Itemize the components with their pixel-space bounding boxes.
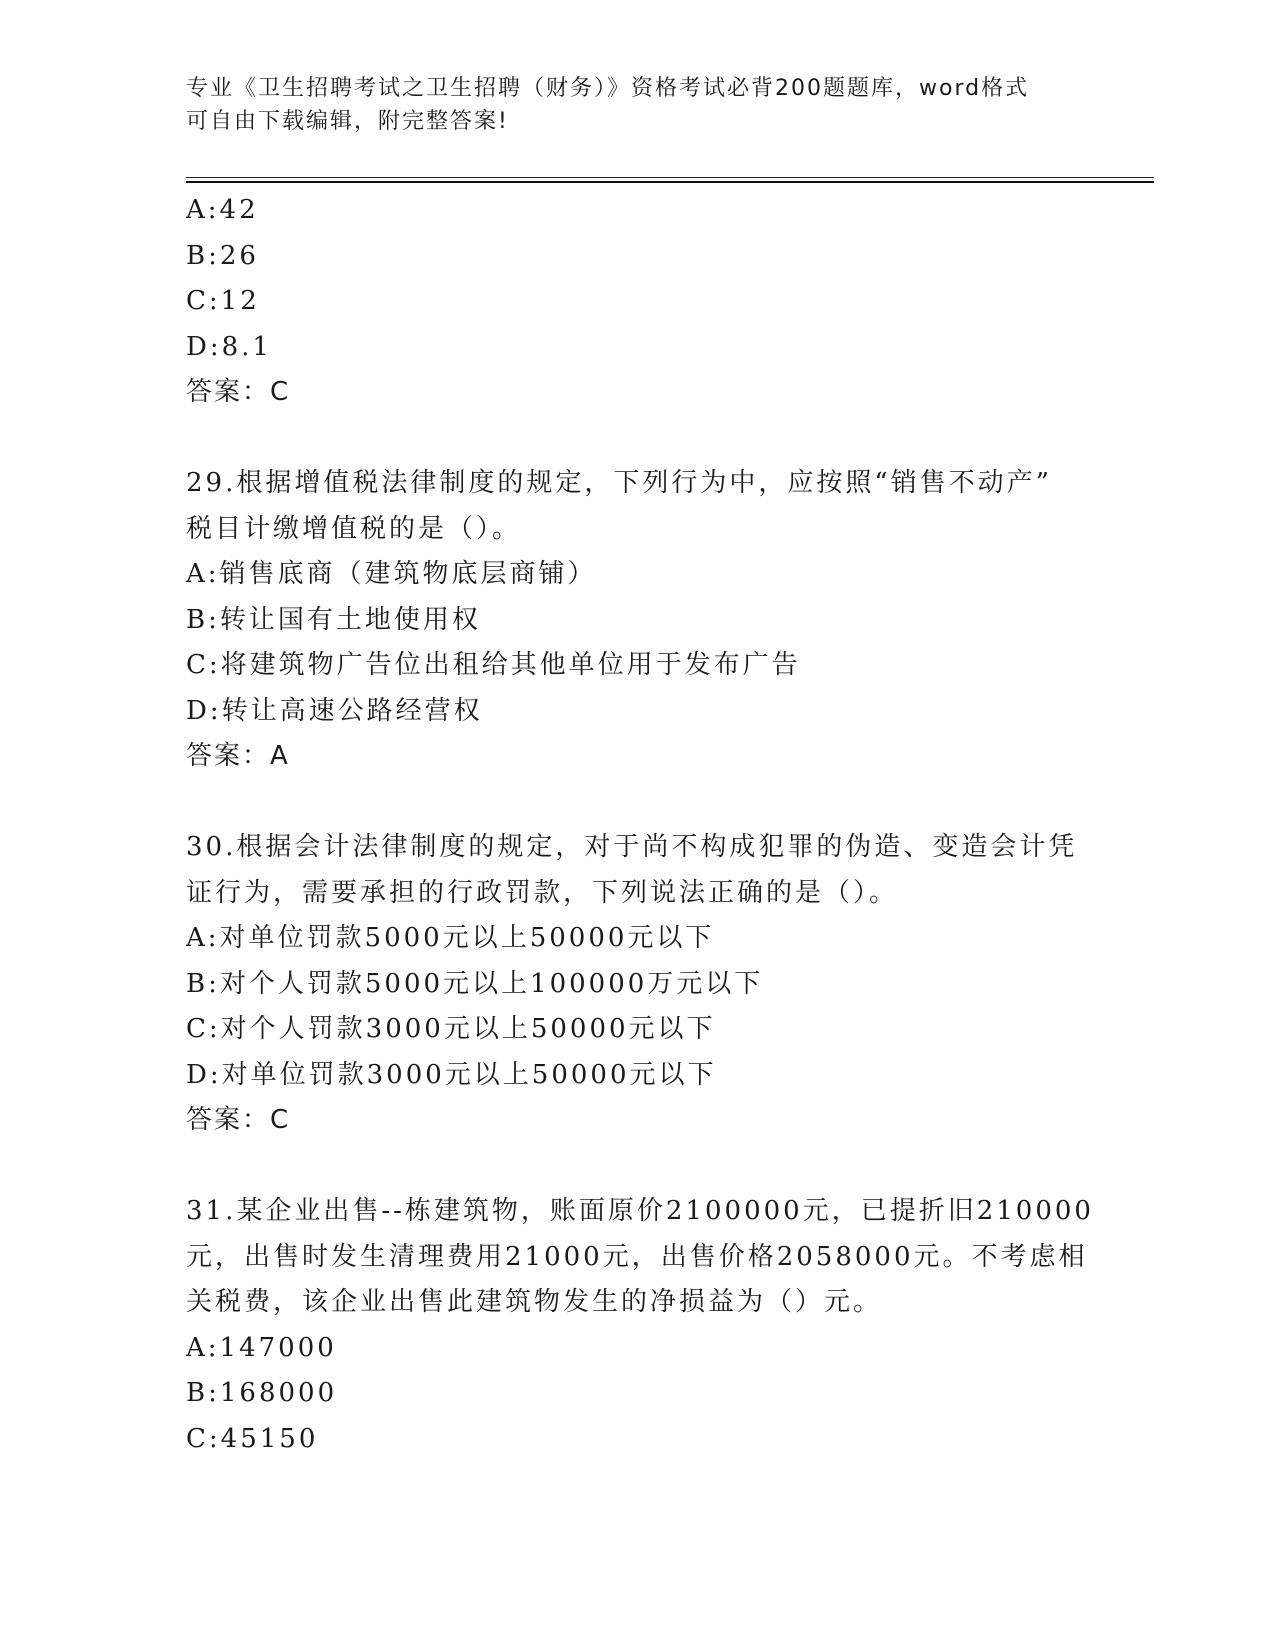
question-stem-line: 关税费，该企业出售此建筑物发生的净损益为（）元。: [186, 1287, 883, 1317]
header-line-2: 可自由下载编辑，附完整答案!: [186, 109, 509, 134]
document-header: [186, 72, 1086, 138]
spacer: [186, 416, 1146, 462]
option-d: D:转让高速公路经营权: [186, 695, 483, 726]
answer-line: 答案：C: [186, 1105, 291, 1135]
question-30: [186, 825, 1146, 1144]
option-a: A:销售底商（建筑物底层商铺）: [186, 559, 597, 589]
option-a: A:42: [186, 195, 259, 225]
header-divider-thick: [186, 181, 1154, 183]
option-d: D:8.1: [186, 331, 272, 362]
question-list: [186, 188, 1146, 1462]
spacer: [186, 1144, 1146, 1190]
header-line-1: 专业《卫生招聘考试之卫生招聘（财务）》资格考试必背200题题库，word格式: [186, 76, 1030, 101]
question-stem-line: 元，出售时发生清理费用21000元，出售价格2058000元。不考虑相: [186, 1241, 1088, 1272]
question-stem-line: 证行为，需要承担的行政罚款，下列说法正确的是（）。: [186, 877, 899, 908]
option-a: A:147000: [186, 1332, 337, 1363]
option-a: A:对单位罚款5000元以上50000元以下: [186, 923, 715, 953]
option-b: B:转让国有土地使用权: [186, 604, 481, 635]
option-c: C:45150: [186, 1423, 319, 1454]
option-b: B:26: [186, 240, 259, 271]
question-stem-line: 31.某企业出售--栋建筑物，账面原价2100000元，已提折旧210000: [186, 1196, 1094, 1226]
question-31: [186, 1189, 1146, 1462]
question-28-continuation: [186, 188, 1146, 416]
question-29: [186, 461, 1146, 780]
answer-line: 答案：A: [186, 741, 290, 771]
option-d: D:对单位罚款3000元以上50000元以下: [186, 1059, 717, 1090]
option-c: C:对个人罚款3000元以上50000元以下: [186, 1014, 716, 1044]
option-b: B:168000: [186, 1378, 338, 1408]
option-c: C:12: [186, 286, 260, 316]
question-stem-line: 29.根据增值税法律制度的规定，下列行为中，应按照“销售不动产”: [186, 468, 1052, 498]
option-b: B:对个人罚款5000元以上100000万元以下: [186, 968, 764, 999]
answer-line: 答案：C: [186, 377, 291, 407]
option-c: C:将建筑物广告位出租给其他单位用于发布广告: [186, 650, 801, 680]
question-stem-line: 税目计缴增值税的是（）。: [186, 513, 522, 544]
question-stem-line: 30.根据会计法律制度的规定，对于尚不构成犯罪的伪造、变造会计凭: [186, 832, 1078, 862]
header-divider-thin: [186, 177, 1154, 178]
spacer: [186, 780, 1146, 826]
